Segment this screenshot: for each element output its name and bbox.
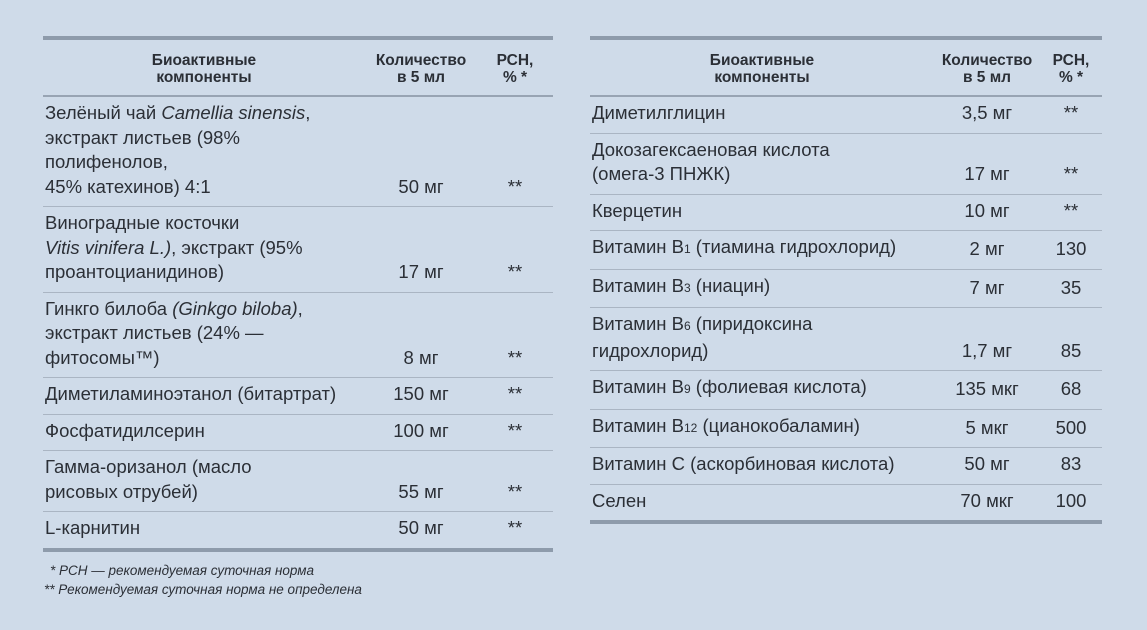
component-name-line: [592, 452, 932, 477]
text-fragment: Витамин B: [592, 313, 684, 334]
header-component-line2: компоненты: [714, 69, 810, 86]
component-name: [590, 371, 934, 410]
left-nutrient-table: [43, 36, 553, 552]
text-fragment: Селен: [592, 489, 647, 511]
text-fragment: 45% катехинов) 4:1: [45, 175, 211, 197]
component-name-line: [592, 339, 932, 364]
text-fragment: (омега-3 ПНЖК): [592, 163, 731, 184]
text-fragment: Докозагексаеновая кислота: [592, 138, 830, 160]
table-row: [590, 96, 1102, 133]
text-fragment: , экстракт (95%: [171, 236, 303, 258]
rsn-cell: 130: [1040, 231, 1102, 270]
text-fragment: (пиридоксина: [690, 313, 813, 334]
quantity-cell: 55 мг: [365, 451, 477, 512]
quantity-cell: 10 мг: [934, 194, 1040, 231]
text-fragment: Зелёный чай: [45, 102, 162, 123]
component-name-line: [592, 235, 932, 262]
quantity-cell: 1,7 мг: [934, 308, 1040, 371]
right-nutrient-table: [590, 36, 1102, 524]
text-fragment: Витамин C (аскорбиновая кислота): [592, 453, 895, 474]
table-row: [43, 207, 553, 293]
header-quantity-line1: Количество: [375, 52, 467, 69]
rsn-cell: **: [477, 414, 553, 451]
component-name: [590, 96, 934, 133]
table-row: [590, 133, 1102, 194]
table-row: [590, 194, 1102, 231]
footnote-undefined: ** Рекомендуемая суточная норма не определена: [44, 582, 362, 597]
text-fragment: проантоцианидинов): [45, 261, 225, 282]
component-name-line: [592, 375, 932, 402]
table-row: [43, 292, 553, 378]
text-fragment: ,: [297, 297, 303, 319]
quantity-cell: 5 мкг: [934, 409, 1040, 448]
header-rsn-line1: РСН,: [1052, 52, 1090, 69]
rsn-cell: **: [1040, 133, 1102, 194]
quantity-cell: 2 мг: [934, 231, 1040, 270]
rsn-cell: **: [477, 96, 553, 207]
component-name: [590, 308, 934, 371]
latin-name: (Ginkgo biloba): [172, 297, 298, 319]
component-name-line: [592, 274, 932, 301]
component-name: [590, 231, 934, 270]
component-name: [590, 269, 934, 308]
component-name-line: [45, 211, 363, 236]
header-rsn-line2: % *: [1058, 69, 1084, 86]
table-row: [590, 448, 1102, 485]
table-row: [590, 371, 1102, 410]
text-fragment: Гинкго билоба: [45, 297, 173, 319]
text-fragment: экстракт листьев (98% полифенолов,: [45, 126, 240, 172]
text-fragment: рисовых отрубей): [45, 480, 198, 502]
vitamin-index: 12: [683, 420, 698, 435]
right-table-body: [590, 96, 1102, 522]
text-fragment: экстракт листьев (24% —: [45, 322, 264, 343]
text-fragment: (тиамина гидрохлорид): [690, 236, 897, 257]
rsn-cell: 83: [1040, 448, 1102, 485]
header-quantity-line2: в 5 мл: [396, 69, 446, 86]
header-quantity: [934, 38, 1040, 96]
latin-name: Camellia sinensis: [161, 102, 306, 123]
left-header-row: [43, 38, 553, 96]
quantity-cell: 100 мг: [365, 414, 477, 451]
quantity-cell: 8 мг: [365, 292, 477, 378]
text-fragment: L-карнитин: [45, 517, 141, 538]
rsn-cell: 100: [1040, 484, 1102, 522]
component-name-line: [592, 199, 932, 224]
component-name-line: [45, 236, 363, 261]
rsn-cell: 85: [1040, 308, 1102, 371]
text-fragment: Диметилглицин: [592, 102, 726, 123]
text-fragment: Диметиламиноэтанол (битартрат): [45, 383, 337, 404]
quantity-cell: 50 мг: [365, 512, 477, 550]
rsn-cell: **: [1040, 96, 1102, 133]
component-name: [43, 414, 365, 451]
text-fragment: (ниацин): [690, 274, 771, 296]
text-fragment: ,: [305, 102, 311, 123]
rsn-cell: **: [477, 451, 553, 512]
header-rsn-line2: % *: [502, 69, 528, 86]
vitamin-index: 6: [683, 319, 691, 333]
component-name-line: [45, 101, 363, 126]
text-fragment: Кверцетин: [592, 199, 683, 221]
text-fragment: Витамин B: [592, 236, 684, 257]
component-name: [590, 133, 934, 194]
text-fragment: Гамма-оризанол (масло: [45, 456, 252, 477]
quantity-cell: 135 мкг: [934, 371, 1040, 410]
text-fragment: (цианокобаламин): [697, 414, 860, 436]
text-fragment: Витамин B: [592, 376, 684, 397]
component-name: [43, 96, 365, 207]
rsn-cell: 500: [1040, 409, 1102, 448]
component-name-line: [45, 175, 363, 200]
rsn-cell: **: [1040, 194, 1102, 231]
quantity-cell: 50 мг: [934, 448, 1040, 485]
quantity-cell: 50 мг: [365, 96, 477, 207]
component-name: [43, 451, 365, 512]
component-name: [43, 378, 365, 415]
quantity-cell: 3,5 мг: [934, 96, 1040, 133]
text-fragment: Виноградные косточки: [45, 212, 240, 233]
quantity-cell: 150 мг: [365, 378, 477, 415]
text-fragment: гидрохлорид): [592, 339, 709, 361]
component-name-line: [45, 480, 363, 505]
header-quantity-line2: в 5 мл: [962, 69, 1012, 86]
table-row: [590, 409, 1102, 448]
component-name-line: [45, 260, 363, 285]
table-row: [43, 414, 553, 451]
component-name-line: [45, 126, 363, 175]
footnote-rsn: * РСН — рекомендуемая суточная норма: [50, 563, 315, 578]
rsn-cell: 35: [1040, 269, 1102, 308]
header-quantity: [365, 38, 477, 96]
component-name: [590, 448, 934, 485]
component-name-line: [592, 414, 932, 441]
quantity-cell: 17 мг: [934, 133, 1040, 194]
rsn-cell: **: [477, 378, 553, 415]
component-name: [590, 409, 934, 448]
rsn-cell: **: [477, 207, 553, 293]
quantity-cell: 7 мг: [934, 269, 1040, 308]
rsn-cell: **: [477, 512, 553, 550]
component-name-line: [45, 346, 363, 371]
vitamin-index: 3: [683, 280, 691, 295]
table-row: [590, 231, 1102, 270]
vitamin-index: 1: [683, 242, 691, 256]
header-component-line1: Биоактивные: [151, 52, 257, 69]
component-name-line: [592, 162, 932, 187]
table-row: [590, 308, 1102, 371]
table-row: [43, 378, 553, 415]
header-rsn-line1: РСН,: [496, 52, 534, 69]
component-name-line: [45, 516, 363, 541]
right-header-row: [590, 38, 1102, 96]
component-name-line: [592, 489, 932, 514]
header-component: [43, 38, 365, 96]
component-name-line: [45, 455, 363, 480]
table-row: [43, 451, 553, 512]
text-fragment: фитосомы™): [45, 346, 160, 368]
component-name: [590, 484, 934, 522]
header-rsn: [1040, 38, 1102, 96]
left-table-body: [43, 96, 553, 550]
component-name-line: [592, 138, 932, 163]
text-fragment: Фосфатидилсерин: [45, 419, 205, 441]
component-name-line: [45, 321, 363, 346]
text-fragment: Витамин B: [592, 414, 684, 436]
vitamin-index: 9: [683, 382, 691, 396]
component-name: [43, 512, 365, 550]
table-row: [590, 269, 1102, 308]
text-fragment: (фолиевая кислота): [690, 376, 867, 397]
table-row: [43, 512, 553, 550]
table-row: [43, 96, 553, 207]
component-name: [590, 194, 934, 231]
header-quantity-line1: Количество: [941, 52, 1033, 69]
header-component-line2: компоненты: [156, 69, 252, 86]
component-name-line: [45, 419, 363, 444]
header-component-line1: Биоактивные: [709, 52, 815, 69]
component-name-line: [45, 382, 363, 407]
header-component: [590, 38, 934, 96]
table-row: [590, 484, 1102, 522]
component-name-line: [592, 101, 932, 126]
quantity-cell: 70 мкг: [934, 484, 1040, 522]
component-name: [43, 207, 365, 293]
component-name-line: [45, 297, 363, 322]
header-rsn: [477, 38, 553, 96]
text-fragment: Витамин B: [592, 274, 684, 296]
component-name-line: [592, 312, 932, 339]
latin-name: Vitis vinifera L.): [45, 236, 172, 258]
footnotes: [44, 561, 362, 599]
rsn-cell: **: [477, 292, 553, 378]
rsn-cell: 68: [1040, 371, 1102, 410]
component-name: [43, 292, 365, 378]
quantity-cell: 17 мг: [365, 207, 477, 293]
